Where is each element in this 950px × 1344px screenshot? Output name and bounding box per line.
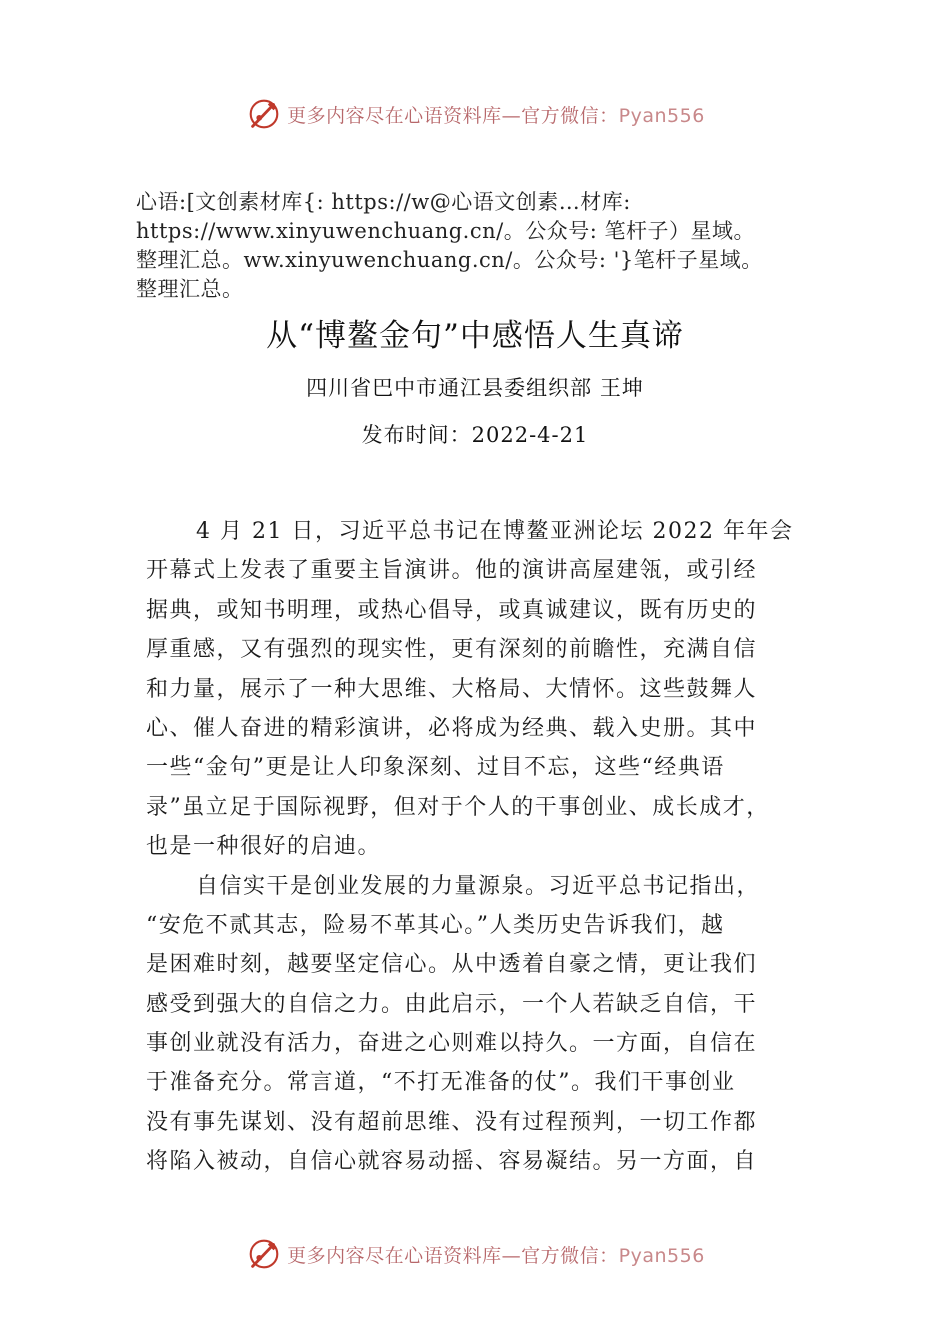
meta-line: 整理汇总。ww.xinyuwenchuang.cn/。公众号: '}笔杆子星域。 bbox=[136, 248, 763, 272]
wechat-id: Pyan556 bbox=[618, 1244, 705, 1267]
paragraph-line: 事创业就没有活力，奋进之心则难以持久。一方面，自信在 bbox=[146, 1031, 758, 1057]
pen-logo-icon bbox=[245, 95, 283, 133]
meta-line: 整理汇总。 bbox=[136, 277, 244, 301]
paragraph-line: 一些“金句”更是让人印象深刻、过目不忘，这些“经典语 bbox=[146, 755, 725, 781]
source-meta bbox=[136, 188, 836, 304]
meta-line: 心语:[文创素材库{: https://w@心语文创素…材库: bbox=[136, 190, 631, 214]
paragraph-line: 录”虽立足于国际视野，但对于个人的干事创业、成长成才， bbox=[146, 794, 770, 820]
paragraph-line: 感受到强大的自信之力。由此启示，一个人若缺乏自信，干 bbox=[146, 991, 758, 1017]
article-author: 四川省巴中市通江县委组织部 王坤 bbox=[306, 376, 644, 400]
banner-text: 更多内容尽在心语资料库—官方微信：Pyan556 bbox=[287, 104, 705, 127]
article-body bbox=[146, 512, 808, 1182]
paragraph-line: 开幕式上发表了重要主旨演讲。他的演讲高屋建瓴，或引经 bbox=[146, 558, 758, 584]
footer-banner bbox=[0, 1234, 950, 1274]
wechat-id: Pyan556 bbox=[618, 104, 705, 127]
pen-logo-icon bbox=[245, 1235, 283, 1273]
paragraph-line: 心、催人奋进的精彩演讲，必将成为经典、载入史册。其中 bbox=[146, 715, 758, 741]
publish-date: 发布时间：2022-4-21 bbox=[361, 423, 589, 447]
paragraph-line: 和力量，展示了一种大思维、大格局、大情怀。这些鼓舞人 bbox=[146, 676, 758, 702]
paragraph-line: “安危不贰其志，险易不革其心。”人类历史告诉我们，越 bbox=[146, 912, 725, 938]
paragraph-line: 据典，或知书明理，或热心倡导，或真诚建议，既有历史的 bbox=[146, 597, 758, 623]
paragraph-line: 自信实干是创业发展的力量源泉。习近平总书记指出， bbox=[196, 873, 761, 899]
paragraph-line: 没有事先谋划、没有超前思维、没有过程预判，一切工作都 bbox=[146, 1109, 758, 1135]
article-title: 从“博鳌金句”中感悟人生真谛 bbox=[266, 318, 684, 354]
paragraph-line: 是困难时刻，越要坚定信心。从中透着自豪之情，更让我们 bbox=[146, 952, 758, 978]
paragraph-line: 将陷入被动，自信心就容易动摇、容易凝结。另一方面，自 bbox=[146, 1149, 758, 1175]
meta-line: https://www.xinyuwenchuang.cn/。公众号: 笔杆子）星域。 bbox=[136, 219, 755, 243]
header-banner bbox=[0, 94, 950, 134]
paragraph-line: 4 月 21 日，习近平总书记在博鳌亚洲论坛 2022 年年会 bbox=[196, 519, 794, 544]
paragraph-line: 厚重感，又有强烈的现实性，更有深刻的前瞻性，充满自信 bbox=[146, 637, 758, 663]
paragraph-line: 于准备充分。常言道，“不打无准备的仗”。我们干事创业 bbox=[146, 1070, 736, 1096]
paragraph-line: 也是一种很好的启迪。 bbox=[146, 834, 382, 860]
banner-text: 更多内容尽在心语资料库—官方微信：Pyan556 bbox=[287, 1244, 705, 1267]
